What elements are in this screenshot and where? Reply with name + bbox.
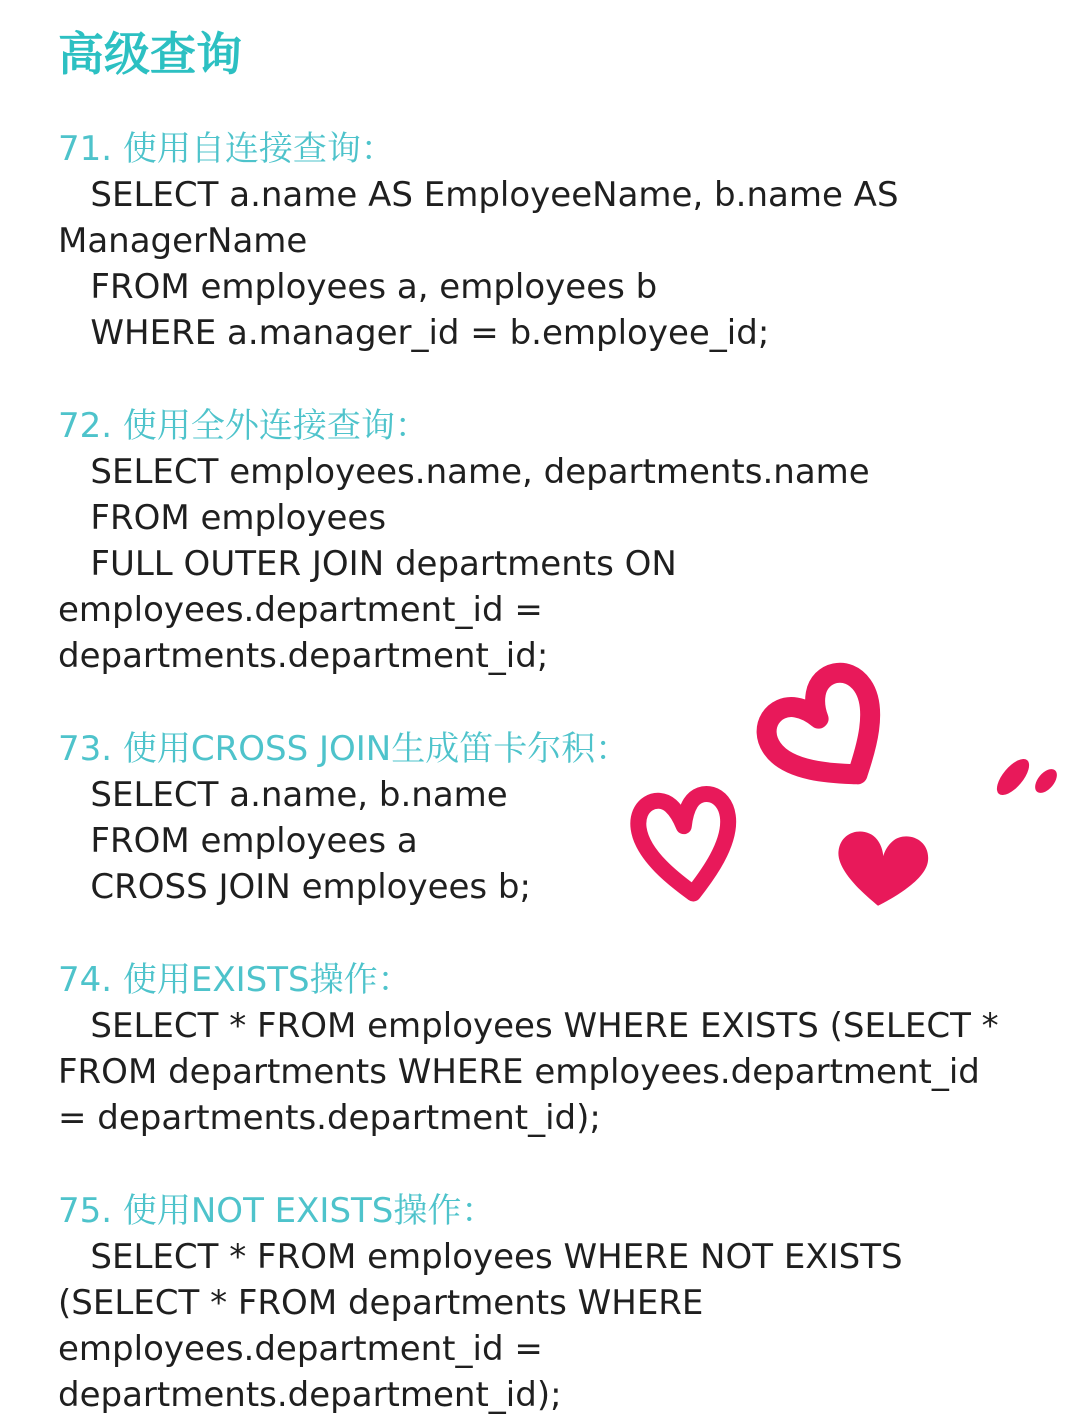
page-title: 高级查询 [58,27,242,81]
code-line: = departments.department_id); [58,1098,601,1138]
code-line: employees.department_id = [58,590,543,630]
code-line: employees.department_id = [58,1329,543,1369]
section-heading: 73. 使用CROSS JOIN生成笛卡尔积： [58,729,630,769]
code-line: CROSS JOIN employees b; [58,867,531,907]
code-line: SELECT * FROM employees WHERE NOT EXISTS [58,1237,903,1277]
code-line: departments.department_id); [58,1375,562,1415]
query-section-72 [58,403,1048,679]
section-heading: 71. 使用自连接查询： [58,129,395,169]
section-heading: 75. 使用NOT EXISTS操作： [58,1191,496,1231]
code-line: FULL OUTER JOIN departments ON [58,544,677,584]
section-heading: 74. 使用EXISTS操作： [58,960,412,1000]
code-line: FROM employees a, employees b [58,267,658,307]
code-line: (SELECT * FROM departments WHERE [58,1283,704,1323]
code-line: FROM employees a [58,821,418,861]
query-section-71 [58,126,1048,356]
code-line: departments.department_id; [58,636,549,676]
code-line: SELECT a.name, b.name [58,775,508,815]
section-heading: 72. 使用全外连接查询： [58,406,429,446]
code-line: SELECT * FROM employees WHERE EXISTS (SELECT * [58,1006,999,1046]
query-section-74 [58,957,1048,1141]
code-line: FROM departments WHERE employees.department_id [58,1052,980,1092]
code-line: WHERE a.manager_id = b.employee_id; [58,313,770,353]
query-section-73 [58,726,1048,910]
code-line: SELECT a.name AS EmployeeName, b.name AS [58,175,899,215]
code-line: ManagerName [58,221,308,261]
query-section-75 [58,1188,1048,1418]
code-line: FROM employees [58,498,387,538]
code-line: SELECT employees.name, departments.name [58,452,870,492]
